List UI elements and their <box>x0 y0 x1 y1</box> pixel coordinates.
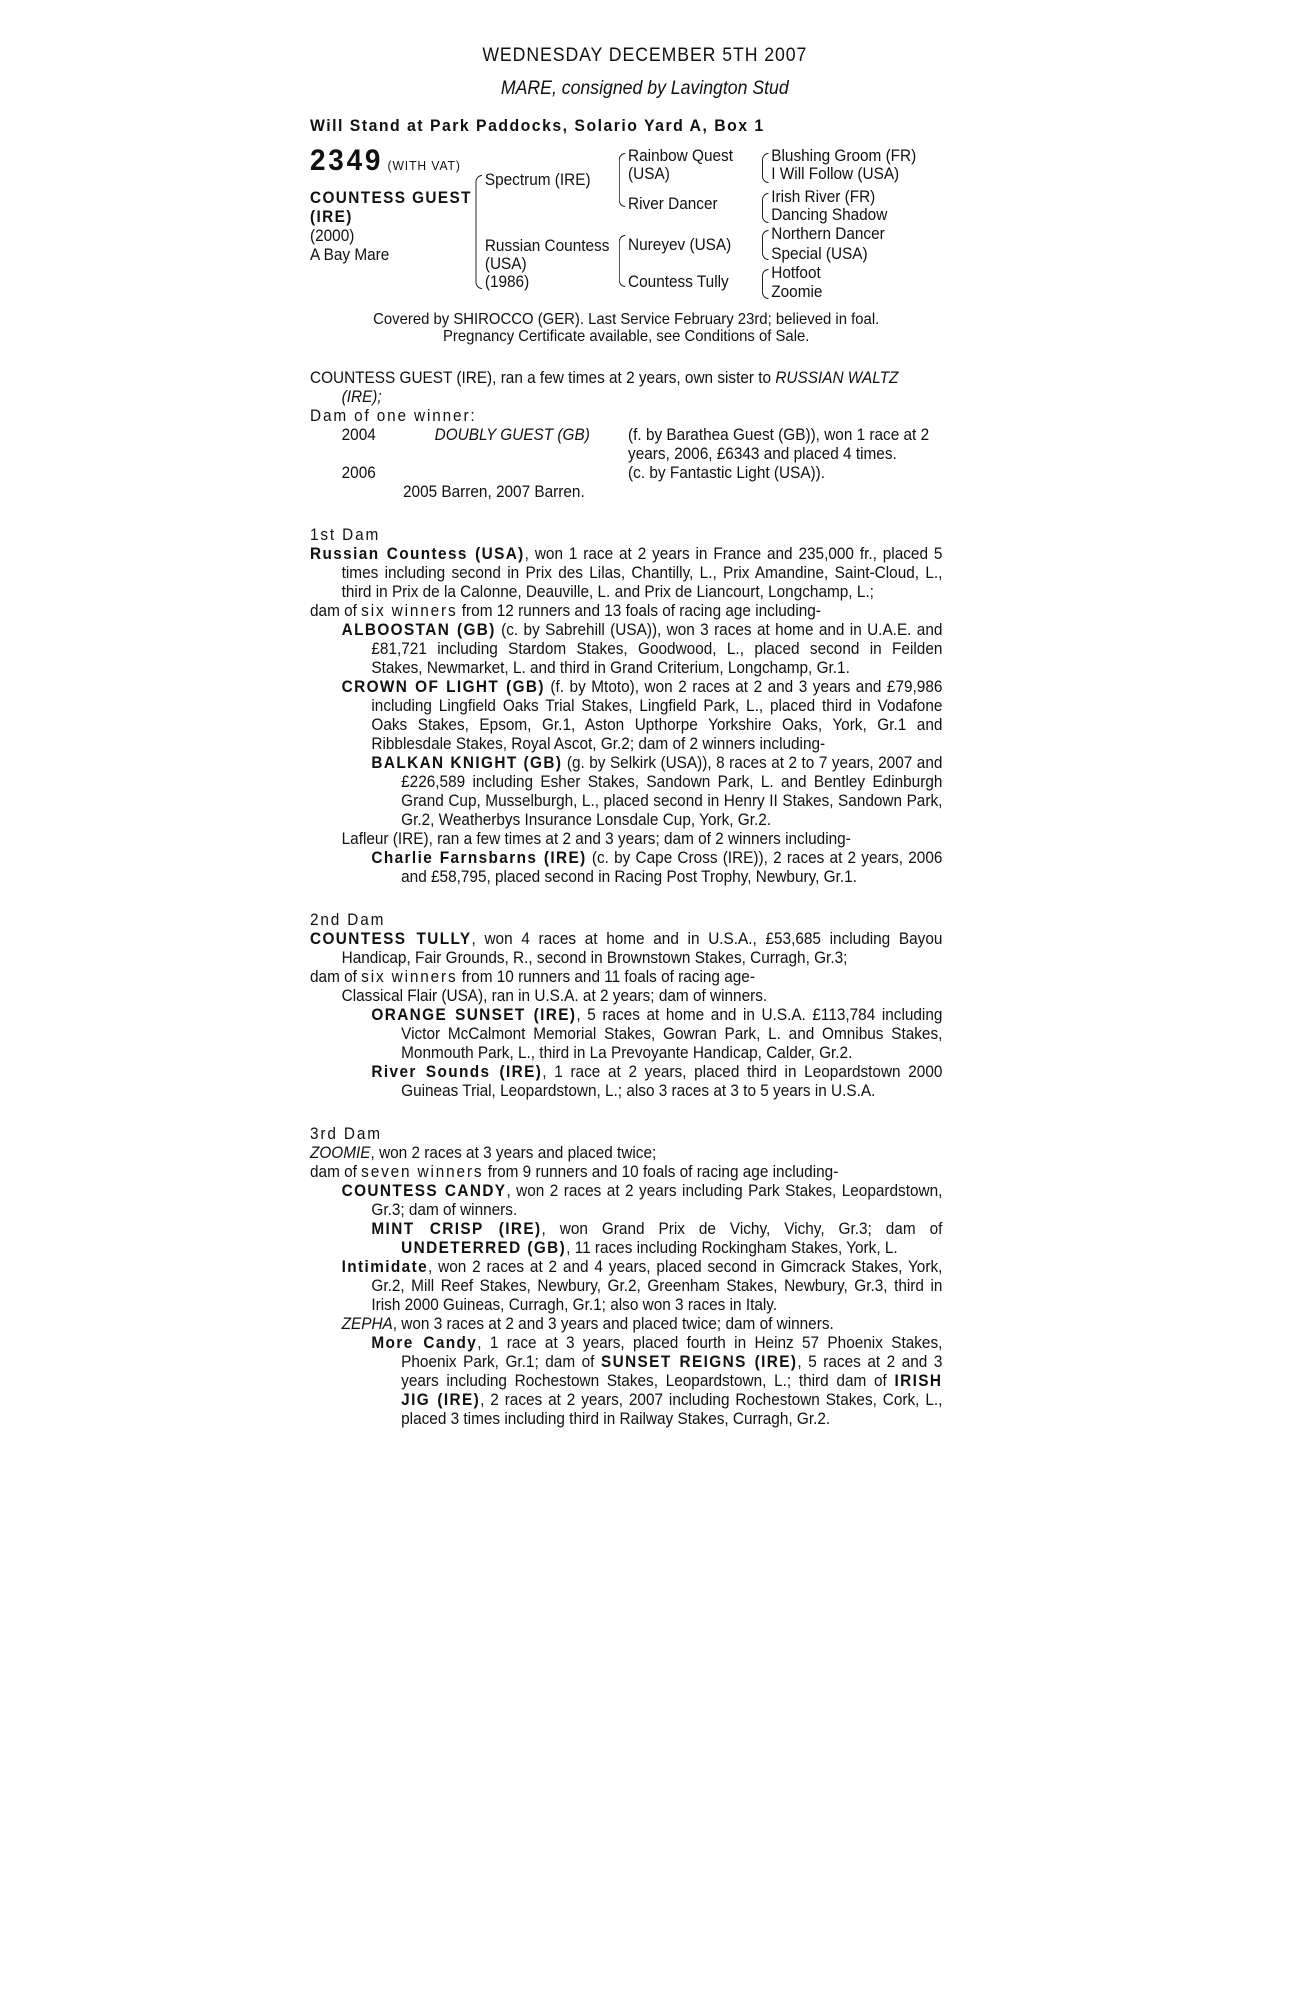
stand-location: Will Stand at Park Paddocks, Solario Yard A, Box 1 <box>310 116 765 135</box>
dam-of-prefix: dam of <box>310 968 362 986</box>
sale-date: WEDNESDAY DECEMBER 5TH 2007 <box>482 45 808 66</box>
list-item <box>310 1315 942 1334</box>
dam-record: , won 2 races at 3 years and placed twice; <box>370 1144 657 1162</box>
runner-name: ORANGE SUNSET (IRE) <box>371 1006 577 1024</box>
produce-2004 <box>310 426 942 445</box>
runner-name: SUNSET REIGNS (IRE) <box>600 1353 798 1371</box>
runner-record: , won 3 races at 2 and 3 years and placed twice; dam of winners. <box>392 1315 834 1333</box>
sister-name: RUSSIAN WALTZ <box>775 369 899 387</box>
brace-g1 <box>762 153 769 183</box>
dam-paragraph <box>310 545 942 602</box>
dam-dam-dam: Zoomie <box>771 283 823 301</box>
produce-2006 <box>310 464 942 483</box>
dam-name: Russian Countess <box>484 237 610 255</box>
winners-count: six winners <box>361 602 458 620</box>
dam-of-line: Dam of one winner: <box>310 407 477 425</box>
list-item <box>310 1182 942 1220</box>
dam-of-suffix: from 10 runners and 11 foals of racing age- <box>457 968 755 986</box>
list-item <box>310 1334 942 1429</box>
sire-sire-sire: Blushing Groom (FR) <box>771 147 917 165</box>
brace-dam-parents <box>619 235 626 287</box>
runner-record: , 1 race at 3 years, placed fourth in Heinz 57 Phoenix Stakes, Phoenix Park, Gr.1; dam of <box>401 1334 943 1371</box>
dam-of-line <box>310 968 942 987</box>
covered-note <box>310 311 942 345</box>
produce-year: 2006 <box>341 464 376 482</box>
runner-record: (f. by Mtoto), won 2 races at 2 and 3 years and £79,986 including Lingfield Oaks Trial Stakes, Lingfield Park, L., placed third in Vodafone Oaks Stakes, Epsom, Gr.1, Aston Upthorpe Yorkshire Oaks, York, Gr.1 and Ribblesdale Stakes, Royal Ascot, Gr.2; dam of 2 winners including- <box>371 678 943 753</box>
sire-dam-sire: Irish River (FR) <box>771 188 876 206</box>
list-item <box>310 678 942 754</box>
runner-record: , won 2 races at 2 years including Park Stakes, Leopardstown, Gr.3; dam of winners. <box>371 1182 943 1219</box>
list-item <box>310 1220 942 1258</box>
produce-detail: (f. by Barathea Guest (GB)), won 1 race at 2 <box>628 426 930 444</box>
dam-record: , won 4 races at home and in U.S.A., £53,685 including Bayou Handicap, Fair Grounds, R., second in Brownstown Stakes, Curragh, Gr.3; <box>341 930 943 967</box>
dam-of-line <box>310 602 942 621</box>
section-title: 3rd Dam <box>310 1125 382 1143</box>
dam-sire: Nureyev (USA) <box>628 236 732 254</box>
runner-name: River Sounds (IRE) <box>371 1063 543 1081</box>
sire: Spectrum (IRE) <box>484 171 591 189</box>
runner-name: IRISH JIG (IRE) <box>401 1372 943 1409</box>
runner-record: (g. by Selkirk (USA)), 8 races at 2 to 7 years, 2007 and £226,589 including Esher Stakes, Sandown Park, L. and Bentley Edinburgh Grand Cup, Musselburgh, L., placed second in Henry II Stakes, Sandown Park, Gr.2, Weatherbys Insurance Lonsdale Cup, York, Gr.2. <box>401 754 943 829</box>
dam-of-line <box>310 1163 942 1182</box>
runner-name: UNDETERRED (GB) <box>401 1239 567 1257</box>
sire-dam-dam: Dancing Shadow <box>771 206 888 224</box>
catalogue-page <box>310 46 942 1429</box>
dam-sire-dam: Special (USA) <box>771 245 868 263</box>
sire-dam: River Dancer <box>628 195 718 213</box>
barren-years: 2005 Barren, 2007 Barren. <box>403 483 585 501</box>
runner-record: , won 2 races at 2 and 4 years, placed second in Gimcrack Stakes, York, Gr.2, Mill Reef Stakes, Newbury, Gr.2, Greenham Stakes, Newbury, Gr.3, third in Irish 2000 Guineas, Curragh, Gr.1; also won 3 races in Italy. <box>371 1258 943 1314</box>
sister-country: (IRE); <box>341 388 382 406</box>
produce-detail: (c. by Fantastic Light (USA)). <box>628 464 826 482</box>
dam-of-suffix: from 12 runners and 13 foals of racing age including- <box>457 602 821 620</box>
runner-name: ALBOOSTAN (GB) <box>341 621 496 639</box>
certificate-line: Pregnancy Certificate available, see Conditions of Sale. <box>442 328 810 345</box>
list-item <box>310 621 942 678</box>
intro-text: COUNTESS GUEST (IRE), ran a few times at 2 years, own sister to <box>310 369 776 387</box>
section-title: 2nd Dam <box>310 911 386 929</box>
sire-sire: Rainbow Quest <box>628 147 733 165</box>
runner-name: CROWN OF LIGHT (GB) <box>341 678 545 696</box>
section-title: 1st Dam <box>310 526 381 544</box>
intro-line <box>310 369 942 388</box>
runner-record: , 1 race at 2 years, placed third in Leopardstown 2000 Guineas Trial, Leopardstown, L.; also 3 races at 3 to 5 years in U.S.A. <box>401 1063 943 1100</box>
horse-name: COUNTESS GUEST <box>310 189 472 207</box>
produce-name: DOUBLY GUEST (GB) <box>434 426 590 444</box>
produce-year: 2004 <box>341 426 376 444</box>
runner-name: MINT CRISP (IRE) <box>371 1220 542 1238</box>
dam-of-prefix: dam of <box>310 1163 362 1181</box>
produce-detail-cont: years, 2006, £6343 and placed 4 times. <box>628 445 897 463</box>
dam-year: (1986) <box>484 273 530 291</box>
runner-record: (c. by Cape Cross (IRE)), 2 races at 2 years, 2006 and £58,795, placed second in Racing Post Trophy, Newbury, Gr.1. <box>401 849 943 886</box>
runner-record: , 5 races at home and in U.S.A. £113,784 including Victor McCalmont Memorial Stakes, Gowran Park, L. and Omnibus Stakes, Monmouth Park, L., third in La Prevoyante Handicap, Calder, Gr.2. <box>401 1006 943 1062</box>
runner-name: COUNTESS CANDY <box>341 1182 507 1200</box>
brace-g4 <box>762 269 769 299</box>
dam-of-prefix: dam of <box>310 602 362 620</box>
winners-count: six winners <box>361 968 458 986</box>
runner-name: Intimidate <box>341 1258 429 1276</box>
consignor-line: MARE, consigned by Lavington Stud <box>500 78 789 99</box>
brace-g3 <box>762 230 769 260</box>
runner-record: , 2 races at 2 years, 2007 including Rochestown Stakes, Cork, L., placed 3 times including third in Railway Stakes, Curragh, Gr.2. <box>401 1391 943 1428</box>
dam-of-suffix: from 9 runners and 10 foals of racing age including- <box>483 1163 839 1181</box>
lot-number-line <box>310 144 461 177</box>
brace-sire-dam <box>476 175 483 289</box>
list-item <box>310 754 942 830</box>
third-dam-section <box>310 1125 942 1429</box>
list-item <box>310 1063 942 1101</box>
runner-name: More Candy <box>371 1334 478 1352</box>
runner-name: BALKAN KNIGHT (GB) <box>371 754 563 772</box>
horse-year: (2000) <box>310 227 355 245</box>
dam-name: COUNTESS TULLY <box>310 930 472 948</box>
dam-paragraph <box>310 930 942 968</box>
first-dam-section <box>310 526 942 887</box>
intro-section <box>310 369 942 502</box>
covered-line: Covered by SHIROCCO (GER). Last Service February 23rd; believed in foal. <box>373 311 880 328</box>
list-item: Lafleur (IRE), ran a few times at 2 and 3 years; dam of 2 winners including- <box>341 830 851 848</box>
list-item <box>310 1006 942 1063</box>
horse-description: A Bay Mare <box>310 246 390 264</box>
sire-sire-country: (USA) <box>628 165 670 183</box>
dam-dam-sire: Hotfoot <box>771 264 821 282</box>
list-item <box>310 1258 942 1315</box>
dam-sire-sire: Northern Dancer <box>771 225 885 243</box>
runner-record: , won Grand Prix de Vichy, Vichy, Gr.3; dam of <box>541 1220 943 1238</box>
dam-name: ZOOMIE <box>310 1144 371 1162</box>
sire-sire-dam: I Will Follow (USA) <box>771 165 900 183</box>
runner-record: (c. by Sabrehill (USA)), won 3 races at home and in U.A.E. and £81,721 including Stardom Stakes, Goodwood, L., placed second in Feilden Stakes, Newmarket, L. and third in Grand Criterium, Longchamp, Gr.1. <box>371 621 943 677</box>
brace-sire-parents <box>619 153 626 207</box>
dam-record: , won 1 race at 2 years in France and 235,000 fr., placed 5 times including second in Prix des Lilas, Chantilly, L., Prix Amandine, Saint-Cloud, L., third in Prix de la Calonne, Deauville, L. and Prix de Liancourt, Longchamp, L.; <box>341 545 943 601</box>
runner-name: ZEPHA <box>341 1315 393 1333</box>
dam-country: (USA) <box>484 255 527 273</box>
pedigree-table <box>310 144 942 311</box>
list-item <box>310 849 942 887</box>
runner-name: Charlie Farnsbarns (IRE) <box>371 849 587 867</box>
dam-dam: Countess Tully <box>628 273 729 291</box>
runner-record: , 5 races at 2 and 3 years including Rochestown Stakes, Leopardstown, L.; third dam of <box>401 1353 943 1390</box>
dam-paragraph <box>310 1144 942 1163</box>
brace-g2 <box>762 193 769 223</box>
list-item: Classical Flair (USA), ran in U.S.A. at 2 years; dam of winners. <box>341 987 768 1005</box>
vat-note: (WITH VAT) <box>387 158 461 173</box>
horse-country: (IRE) <box>310 208 353 226</box>
winners-count: seven winners <box>361 1163 484 1181</box>
runner-record: , 11 races including Rockingham Stakes, York, L. <box>566 1239 898 1257</box>
second-dam-section <box>310 911 942 1101</box>
lot-number: 2349 <box>310 144 384 177</box>
dam-name: Russian Countess (USA) <box>310 545 525 563</box>
